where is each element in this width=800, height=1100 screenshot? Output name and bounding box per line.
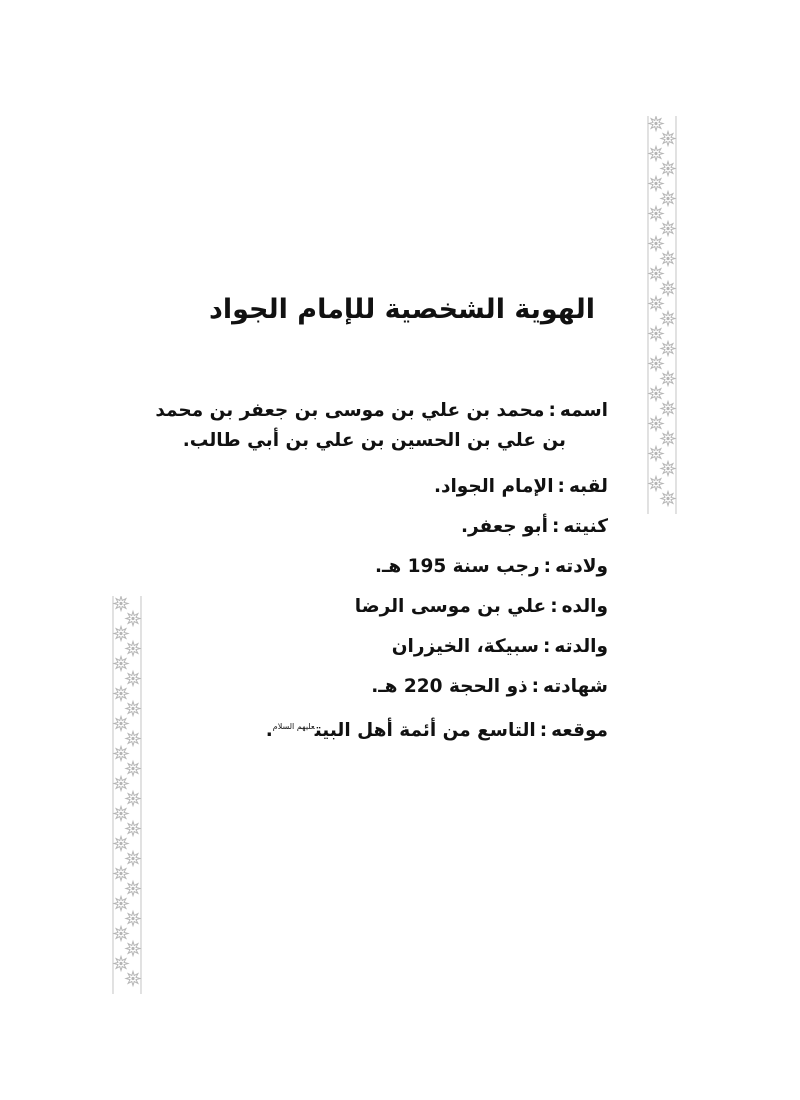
entry-label: اسمه: [559, 400, 608, 421]
star-center-dot: [666, 497, 669, 500]
star-center-dot: [666, 197, 669, 200]
entry-label: شهادته: [542, 676, 608, 697]
star-center-dot: [131, 857, 134, 860]
star-center-dot: [119, 872, 122, 875]
star-center-dot: [666, 317, 669, 320]
entry-separator: :: [548, 400, 556, 421]
entry-separator: :: [539, 720, 548, 742]
star-center-dot: [119, 812, 122, 815]
star-center-dot: [131, 617, 134, 620]
page-title: الهوية الشخصية للإمام الجواد: [208, 294, 595, 325]
star-center-dot: [119, 632, 122, 635]
star-center-dot: [119, 722, 122, 725]
star-center-dot: [131, 947, 134, 950]
entry-separator: :: [557, 476, 565, 497]
star-center-dot: [119, 692, 122, 695]
entry-value: محمد بن علي بن موسى بن جعفر بن محمد: [155, 400, 545, 421]
star-center-dot: [654, 302, 657, 305]
star-center-dot: [666, 347, 669, 350]
star-center-dot: [666, 377, 669, 380]
entry-birth: [168, 551, 608, 591]
star-center-dot: [654, 422, 657, 425]
entry-label: والده: [561, 596, 608, 617]
entry-mother: [168, 631, 608, 671]
star-center-dot: [666, 227, 669, 230]
identity-list: [155, 395, 608, 751]
entry-separator: :: [551, 516, 560, 537]
entry-separator: :: [550, 596, 558, 617]
star-center-dot: [131, 797, 134, 800]
entry-value: بن علي بن الحسين بن علي بن أبي طالب.: [182, 430, 566, 451]
entry-name: [155, 395, 608, 425]
entry-value: التاسع من أئمة أهل البيت: [314, 720, 536, 742]
entry-value: أبو جعفر.: [460, 516, 548, 537]
entry-label: ولادته: [555, 556, 608, 577]
star-center-dot: [119, 602, 122, 605]
star-center-dot: [654, 362, 657, 365]
entry-label: كنيته: [563, 516, 608, 537]
entry-position: [168, 711, 608, 751]
star-center-dot: [119, 962, 122, 965]
entry-value: سبيكة، الخيزران: [391, 636, 539, 657]
entry-separator: :: [543, 556, 552, 577]
star-center-dot: [654, 272, 657, 275]
star-center-dot: [131, 677, 134, 680]
entry-label: لقبه: [568, 476, 608, 497]
star-center-dot: [666, 287, 669, 290]
star-center-dot: [119, 752, 122, 755]
ornamental-star-border-icon: [647, 116, 677, 514]
ornamental-border-left: [112, 596, 142, 994]
star-center-dot: [131, 767, 134, 770]
star-center-dot: [119, 902, 122, 905]
star-center-dot: [119, 782, 122, 785]
star-center-dot: [654, 212, 657, 215]
entry-end: .: [265, 720, 273, 742]
entry-separator: :: [542, 636, 551, 657]
star-center-dot: [666, 407, 669, 410]
star-center-dot: [666, 437, 669, 440]
star-center-dot: [654, 452, 657, 455]
honorific-glyph: عليهم السلام: [272, 722, 315, 731]
entry-kunya: [168, 511, 608, 551]
star-center-dot: [654, 242, 657, 245]
star-center-dot: [654, 332, 657, 335]
entry-label: موقعه: [551, 720, 608, 742]
entry-father: [168, 591, 608, 631]
entry-value: ذو الحجة 220 هـ.: [371, 676, 528, 697]
star-center-dot: [131, 707, 134, 710]
star-center-dot: [119, 662, 122, 665]
star-center-dot: [666, 257, 669, 260]
star-center-dot: [131, 887, 134, 890]
star-center-dot: [666, 467, 669, 470]
entry-name-continuation: [168, 425, 608, 471]
star-center-dot: [131, 647, 134, 650]
star-center-dot: [131, 737, 134, 740]
entry-label: والدته: [554, 636, 608, 657]
ornamental-star-border-icon: [112, 596, 142, 994]
entry-value: علي بن موسى الرضا: [354, 596, 547, 617]
ornamental-border-right: [647, 116, 677, 514]
star-center-dot: [654, 152, 657, 155]
star-center-dot: [654, 482, 657, 485]
star-center-dot: [654, 182, 657, 185]
star-center-dot: [666, 137, 669, 140]
entry-separator: :: [531, 676, 539, 697]
star-center-dot: [654, 392, 657, 395]
star-center-dot: [119, 932, 122, 935]
star-center-dot: [131, 977, 134, 980]
star-center-dot: [119, 842, 122, 845]
star-center-dot: [131, 827, 134, 830]
star-center-dot: [131, 917, 134, 920]
entry-title: [168, 471, 608, 511]
entry-martyrdom: [168, 671, 608, 711]
entry-value: الإمام الجواد.: [433, 476, 554, 497]
star-center-dot: [654, 122, 657, 125]
entry-value: رجب سنة 195 هـ.: [374, 556, 540, 577]
star-center-dot: [666, 167, 669, 170]
